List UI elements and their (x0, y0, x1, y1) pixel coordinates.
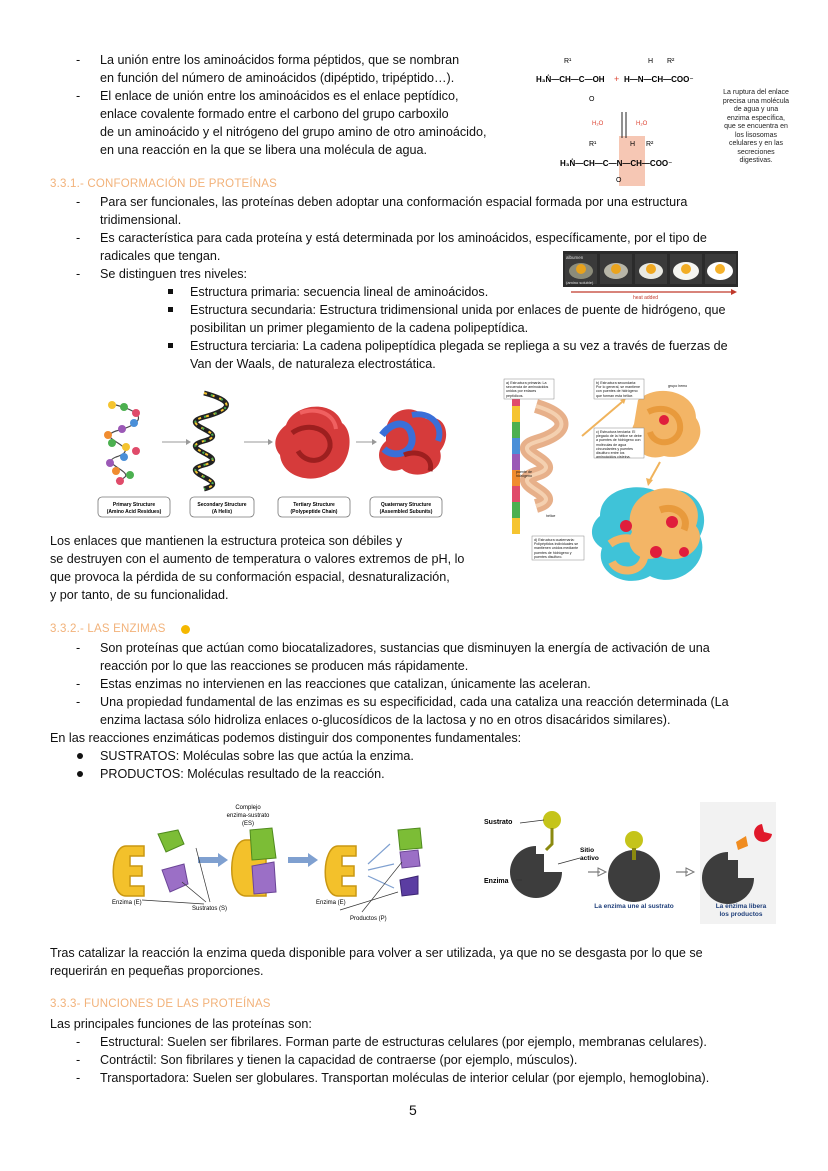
s332-def: SUSTRATOS: Moléculas sobre las que actúa la enzima. (100, 749, 414, 763)
square-bullet (168, 289, 173, 294)
label-tertiary: Tertiary Structure (293, 502, 335, 508)
bullet-dash: - (76, 695, 81, 709)
label-secondary: Secondary Structure (197, 502, 247, 508)
product-purple (400, 850, 420, 868)
s331-line: Es característica para cada proteína y está determinada por los aminoácidos, específicamente, por el tipo de (100, 231, 707, 245)
s331-line: Se distinguen tres niveles: (100, 267, 248, 281)
intro-line: de un aminoácido y el nitrógeno del grupo amino de otro aminoácido, (100, 125, 487, 139)
caption-b: b) Estructura secundaria: Por lo general, se mantiene con puentes de hidrógeno que forman esta hélice. (596, 381, 640, 398)
caption-c: c) Estructura terciaria: El plegado de la hélice se debe a puentes de hidrógeno con moléculas de agua circundantes y puentes disulfuro entre los aminoácidos cisteína. (596, 430, 642, 460)
s332-line: Estas enzimas no intervienen en las reacciones que catalizan, únicamente las aceleran. (100, 677, 591, 691)
section-heading-331: 3.3.1.- CONFORMACIÓN DE PROTEÍNAS (50, 178, 278, 190)
denat-line: se destruyen con el aumento de temperatura o valores extremos de pH, lo (50, 552, 465, 566)
amino-acid-2: H—N—CH—COO⁻ (624, 75, 694, 84)
round-bullet (77, 753, 83, 759)
egg-label-sub: (amino soluble) (566, 280, 594, 285)
function-item: Contráctil: Son fibrilares y tienen la capacidad de contraerse (por ejemplo, músculos). (100, 1053, 578, 1067)
intro-line: en función del número de aminoácidos (dipéptido, tripéptido…). (100, 71, 455, 85)
activo-label: activo (580, 855, 599, 862)
bullet-dash: - (76, 231, 81, 245)
equilibrium-arrows (622, 112, 626, 138)
level-item: Estructura secundaria: Estructura tridimensional unida por enlaces de puente de hidrógeno, que (190, 303, 726, 317)
heat-label: heat added (633, 295, 659, 301)
denat-line: Los enlaces que mantienen la estructura proteica son débiles y (50, 534, 403, 548)
peptide-bond-diagram (536, 54, 706, 186)
s332-def: PRODUCTOS: Moléculas resultado de la reacción. (100, 767, 385, 781)
r2-label-b: R² (646, 141, 654, 148)
s332-line: reacción por lo que las reacciones se producen más rápidamente. (100, 659, 469, 673)
level-item: Van der Waals, de naturaleza electrostática. (190, 357, 436, 371)
label-puente: puente de hidrógeno (516, 470, 532, 479)
sustrato-label: Sustrato (484, 819, 513, 826)
s332-line: enzima lactasa sólo hidroliza enlaces o-glucosídicos de la lactosa y no en otros disacáridos similares). (100, 713, 671, 727)
r2-label: R² (667, 58, 675, 65)
primary-chain-strip (512, 390, 520, 534)
intro-line: El enlace de unión entre los aminoácidos es el enlace peptídico, (100, 89, 459, 103)
peptide-note-line: de agua y una (733, 106, 779, 113)
label-primary: Primary Structure (112, 502, 156, 508)
product-dark (400, 876, 418, 896)
s332-paragraph: En las reacciones enzimáticas podemos distinguir dos componentes fundamentales: (50, 731, 522, 745)
secondary-helix-ribbon (527, 406, 562, 506)
function-item: Transportadora: Suelen ser globulares. Transportan moléculas de interior celular (por ejemplo, hemoglobina). (100, 1071, 710, 1085)
square-bullet (168, 343, 173, 348)
r1-label: R¹ (564, 58, 572, 65)
h2o-left: H₂O (592, 121, 604, 127)
reuse-line: Tras catalizar la reacción la enzima queda disponible para volver a ser utilizada, ya que no se desgasta por lo que se (50, 946, 703, 960)
step2-label-2: los productos (719, 911, 763, 918)
quaternary-blob (592, 487, 704, 581)
enzyme-E-shape-2 (325, 846, 356, 896)
bullet-dash: - (76, 267, 81, 281)
label-tertiary-sub: (Polypeptide Chain) (290, 509, 338, 515)
label-quaternary: Quaternary Structure (380, 502, 432, 508)
level-item: posibilitan un primer plegamiento de la cadena polipeptídica. (190, 321, 529, 335)
complex-label-3: (ES) (242, 821, 254, 827)
enzyme-active-site-diagram (480, 802, 776, 924)
label-secondary-sub: (A Helix) (211, 509, 233, 515)
s331-line: tridimensional. (100, 213, 182, 227)
peptide-note-line: los lisosomas (734, 131, 777, 139)
tertiary-structure-blob (275, 407, 349, 479)
bullet-dash: - (76, 641, 81, 655)
dipeptide: H₃N̊—CH—C—N—CH—COO⁻ (560, 159, 673, 168)
bullet-dash: - (76, 1071, 81, 1085)
peptide-note-line: que se encuentra en (724, 123, 788, 130)
enzyme-substrate-complex (232, 828, 276, 896)
page-number: 5 (409, 1102, 417, 1118)
section-heading-332: 3.3.2.- LAS ENZIMAS (50, 623, 166, 635)
intro-line: La unión entre los aminoácidos forma péptidos, que se nombran (100, 53, 460, 67)
caption-a: a) Estructura primaria: La secuencia de aminoácidos unidos por enlaces peptídicos. (506, 381, 549, 398)
peptide-note-line: digestivas. (739, 157, 773, 164)
enzima-label: Enzima (484, 878, 509, 885)
s331-line: Para ser funcionales, las proteínas deben adoptar una conformación espacial formada por una estructura (100, 195, 688, 209)
protein-levels-figure (500, 376, 710, 590)
o-label-b: O (616, 177, 622, 184)
products-label: Productos (P) (350, 916, 387, 922)
label-hemo: grupo hemo (668, 384, 688, 388)
label-primary-sub: (Amino Acid Residues) (106, 509, 162, 515)
peptide-note-line: precisa una molécula (722, 97, 790, 105)
bullet-dash: - (76, 1053, 81, 1067)
enzyme-label-2: Enzima (E) (316, 900, 346, 906)
enzyme-substrate-diagram (100, 800, 462, 928)
level-item: Estructura terciaria: La cadena polipeptídica plegada se repliega a su vez a través de fuerzas de (190, 339, 728, 353)
label-quaternary-sub: (Assembled Subunits) (379, 509, 433, 515)
round-bullet (77, 771, 83, 777)
primary-structure-beads (104, 401, 140, 485)
section-heading-333: 3.3.3- FUNCIONES DE LAS PROTEÍNAS (50, 998, 271, 1010)
enzyme-label: Enzima (E) (112, 900, 142, 906)
protein-structures-figure (94, 385, 449, 520)
quaternary-structure-blob (379, 409, 446, 474)
complex-label-1: Complejo (235, 805, 261, 811)
secondary-structure-helix (195, 393, 226, 489)
egg-denaturation-photo (563, 251, 738, 301)
h-label-b: H (630, 141, 636, 148)
s331-line: radicales que tengan. (100, 249, 221, 263)
bullet-dash: - (76, 677, 81, 691)
s332-line: Una propiedad fundamental de las enzimas es su especificidad, cada una cataliza una reacción determinada (La (100, 695, 729, 709)
bullet-dash: - (76, 195, 81, 209)
orange-dot-marker (181, 625, 190, 634)
step2-label-1: La enzima libera (715, 903, 767, 910)
bullet-dash: - (76, 53, 81, 67)
s332-line: Son proteínas que actúan como biocatalizadores, sustancias que disminuyen la energía de activación de una (100, 641, 710, 655)
label-helice: hélice (546, 514, 556, 518)
r1-label-b: R¹ (589, 141, 597, 148)
sitio-label: Sitio (580, 847, 595, 854)
complex-label-2: enzima-sustrato (226, 813, 270, 819)
peptide-note-line: enzima específica, (727, 114, 785, 122)
plus-sign: + (614, 74, 620, 84)
h-label: H (648, 58, 654, 65)
product-green (398, 828, 422, 850)
peptide-note-line: secreciones (737, 148, 775, 156)
intro-line: enlace covalente formado entre el carbono del grupo carboxilo (100, 107, 449, 121)
square-bullet (168, 307, 173, 312)
peptide-note (706, 89, 806, 166)
amino-acid-1: H₃N̊—CH—C—OH (536, 75, 605, 84)
caption-d: d) Estructura cuaternaria: Polipéptidos individuales se mantienen unidos mediante puentes de hidrógeno y puentes disulfuro. (534, 538, 579, 559)
substrate-green (158, 830, 184, 852)
intro-line: en una reacción en la que se libera una molécula de agua. (100, 143, 427, 157)
peptide-note-line: La ruptura del enlace (723, 89, 789, 96)
h2o-right: H₂O (636, 121, 648, 127)
o-label: O (589, 96, 595, 103)
step1-label: La enzima une al sustrato (594, 903, 674, 910)
enzyme-E-shape (113, 846, 144, 896)
denat-line: y por tanto, de su funcionalidad. (50, 588, 229, 602)
substrate-purple (162, 864, 188, 892)
peptide-note-line: celulares y en las (728, 140, 784, 147)
function-item: Estructural: Suelen ser fibrilares. Forman parte de estructuras celulares (por ejemplo, membranas celulares). (100, 1035, 707, 1049)
substrates-label: Sustratos (S) (192, 906, 228, 912)
bullet-dash: - (76, 1035, 81, 1049)
s333-paragraph: Las principales funciones de las proteínas son: (50, 1017, 312, 1031)
denat-line: que provoca la pérdida de su conformación espacial, desnaturalización, (50, 570, 450, 584)
level-item: Estructura primaria: secuencia lineal de aminoácidos. (190, 285, 489, 299)
egg-label-albumen: albumen (566, 255, 584, 260)
bullet-dash: - (76, 89, 81, 103)
reuse-line: requerirán en pequeñas proporciones. (50, 964, 264, 978)
